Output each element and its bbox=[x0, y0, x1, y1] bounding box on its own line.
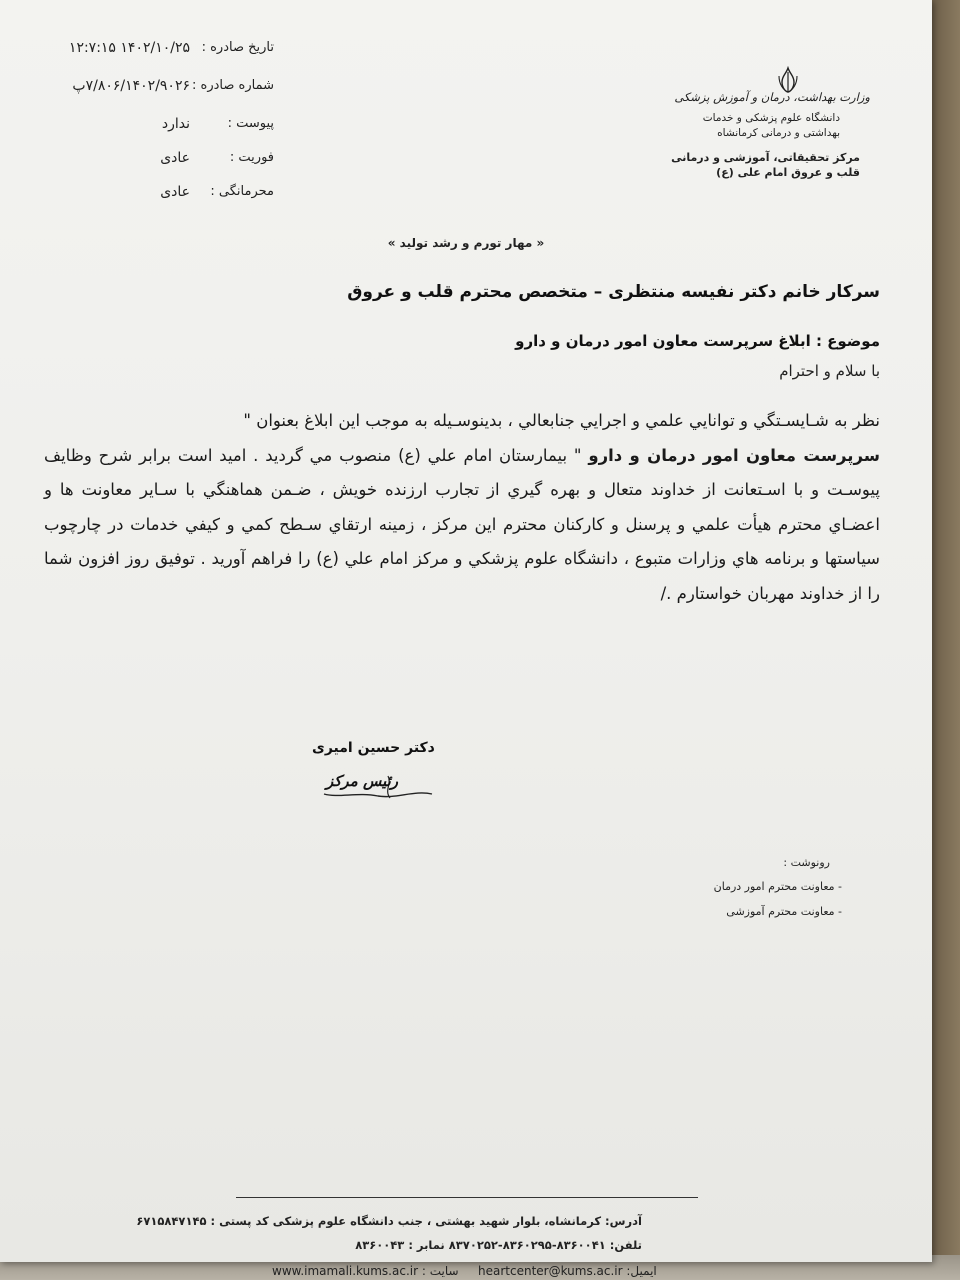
cc-title: رونوشت : bbox=[783, 856, 830, 869]
signatory-name: دکتر حسین امیری bbox=[312, 740, 435, 756]
footer-phone: تلفن: ۸۳۶۰۰۴۱-۸۳۶۰۲۹۵-۸۳۷۰۲۵۲ نمابر : ۸۳۶۰۰۴۳ bbox=[355, 1238, 642, 1252]
issue-number-value: ۷/۸۰۶/۱۴۰۲/۹۰۲۶پ bbox=[72, 78, 190, 94]
issue-date-value: ۱۴۰۲/۱۰/۲۵ ۱۲:۷:۱۵ bbox=[68, 40, 190, 56]
subject-line: موضوع : ابلاغ سرپرست معاون امور درمان و دارو bbox=[515, 332, 880, 350]
footer-website: سایت : www.imamali.kums.ac.ir bbox=[272, 1264, 459, 1278]
urgency-row bbox=[14, 150, 274, 174]
issue-number-row bbox=[14, 78, 274, 102]
confidentiality-row bbox=[14, 184, 274, 208]
confidentiality-value: عادی bbox=[160, 184, 190, 200]
urgency-label: فوريت : bbox=[229, 150, 274, 165]
letter-body bbox=[44, 404, 880, 612]
center-name-line1: مرکز تحقیقاتی، آموزشی و درمانی bbox=[671, 151, 860, 164]
footer-address: آدرس: کرمانشاه، بلوار شهید بهشتی ، جنب دانشگاه علوم پزشکی کد پستی : ۶۷۱۵۸۴۷۱۴۵ bbox=[136, 1214, 642, 1228]
confidentiality-label: محرمانگی : bbox=[210, 184, 274, 199]
attachment-value: ندارد bbox=[161, 116, 190, 132]
body-text-part1: نظر به شـايسـتگي و توانايي علمي و اجرايي جنابعالي ، بدينوسـيله به موجب اين ابلاغ بعنوان " bbox=[243, 411, 880, 430]
body-position-title: سرپرست معاون امور درمان و دارو bbox=[588, 445, 880, 465]
footer-divider bbox=[236, 1197, 698, 1198]
center-name-line2: قلب و عروق امام علی (ع) bbox=[716, 166, 860, 179]
footer-email: ایمیل: heartcenter@kums.ac.ir bbox=[478, 1264, 657, 1278]
attachment-row bbox=[14, 116, 274, 140]
attachment-label: پيوست : bbox=[227, 116, 274, 131]
ministry-name: وزارت بهداشت، درمان و آموزش پزشکی bbox=[674, 90, 870, 104]
signatory-title: رئیس مرکز bbox=[326, 772, 399, 790]
greeting: با سلام و احترام bbox=[779, 362, 880, 380]
issue-number-label: شماره صادره : bbox=[192, 78, 274, 93]
issue-date-label: تاريخ صادره : bbox=[201, 40, 274, 55]
university-name: دانشگاه علوم پزشکی و خدمات bbox=[702, 112, 840, 124]
issue-date-row bbox=[14, 40, 274, 64]
background-desk bbox=[930, 0, 960, 1280]
slogan: « مهار تورم و رشد تولید » bbox=[387, 236, 545, 250]
urgency-value: عادی bbox=[160, 150, 190, 166]
body-text-part2: " بيمارستان امام علي (ع) منصوب مي گرديد . اميد است برابر شرح وظايف پيوسـت و با اسـتعانت از خداوند متعال و بهره گيري از تجارب ارزنده خويش ، ضـمن هماهنگي با سـاير معاونت ها و اعضـاي محترم هيأت علمي و پرسنل و کارکنان محترم اين مرکز ، زمينه ارتقاي سـطح کمي و کيفي خدمات در چارچوب سياستها و برنامه هاي وزارات متبوع ، دانشگاه علوم پزشکي و مرکز امام علي (ع) را فراهم آوريد . توفيق روز افزون شما را از خداوند مهربان خواستارم ./ bbox=[44, 445, 880, 603]
university-subtitle: بهداشتی و درمانی کرمانشاه bbox=[717, 127, 840, 139]
addressee: سرکار خانم دکتر نفیسه منتظری – متخصص محترم قلب و عروق bbox=[347, 282, 880, 302]
cc-item: - معاونت محترم آموزشی bbox=[726, 905, 842, 918]
cc-item: - معاونت محترم امور درمان bbox=[713, 880, 842, 893]
